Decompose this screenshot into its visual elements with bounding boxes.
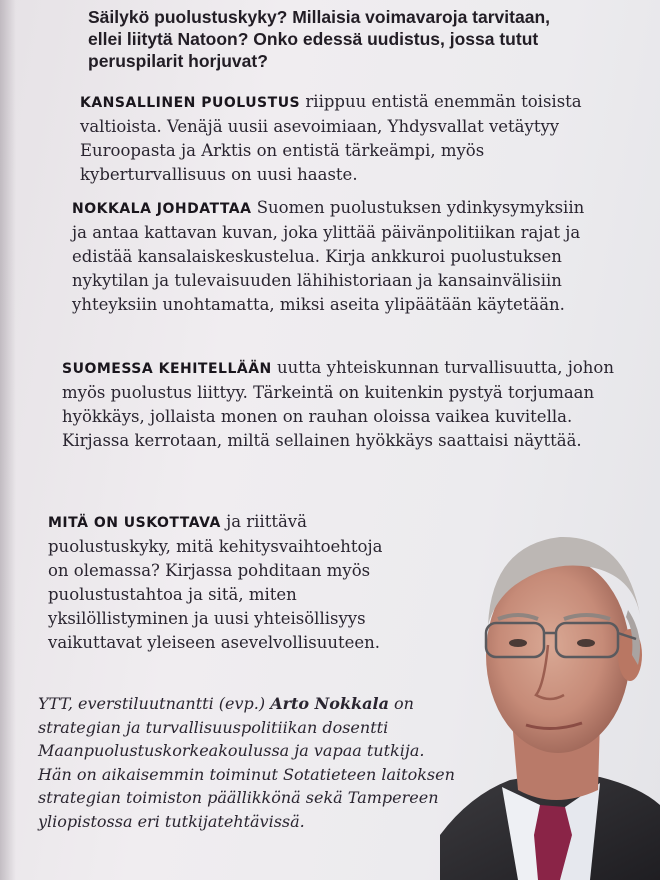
paragraph-nokkala-introduces [72,196,602,317]
author-portrait [440,505,660,880]
paragraph-lead: SUOMESSA KEHITELLÄÄN [62,361,272,377]
page-edge-shadow [0,0,16,880]
paragraph-text: riippuu entistä enemmän toisista valtioista. Venäjä uusii asevoimiaan, Yhdysvallat vetäytyy Euroopasta ja Arktis on entistä tärkeämpi, myös kyberturvallisuus on uusi haaste. [80,92,582,184]
paragraph-text: Suomen puolustuksen ydinkysymyksiin ja antaa kattavan kuvan, joka ylittää päivänpolitiikan rajat ja edistää kansalaiskeskustelua. Kirja ankkuroi puolustuksen nykytilan ja tulevaisuuden lähihistoriaan ja kansainvälisiin yhteyksiin unohtamatta, miksi aseita ylipäätään käytetään. [72,198,585,314]
paragraph-text: uutta yhteiskunnan turvallisuutta, johon myös puolustus liittyy. Tärkeintä on kuitenkin pystyä torjumaan hyökkäys, jollaista monen on rauhan oloissa vaikea kuvitella. Kirjassa kerrotaan, miltä sellainen hyökkäys saattaisi näyttää. [62,358,614,450]
paragraph-finland-develops [62,356,614,453]
author-bio [38,692,458,833]
paragraph-text: ja riittävä puolustuskyky, mitä kehitysvaihtoehtoja on olemassa? Kirjassa pohditaan myös puolustustahtoa ja sitä, miten yksilöllistyminen ja uusi yhteisöllisyys vaikuttavat yleiseen asevelvollisuuteen. [48,512,383,652]
paragraph-lead: NOKKALA JOHDATTAA [72,201,252,217]
paragraph-national-defence [80,90,600,187]
author-name: Arto Nokkala [270,694,389,713]
intro-questions: Säilykö puolustuskyky? Millaisia voimavaroja tarvitaan, ellei liitytä Natoon? Onko edessä uudistus, jossa tutut peruspilarit horjuvat? [88,7,550,71]
author-bio-text: on strategian ja turvallisuuspolitiikan dosentti Maanpuolustuskorkeakoulussa ja vapaa tutkija. Hän on aikaisemmin toiminut Sotatieteen laitoksen strategian toimiston päällikkönä sekä Tampereen yliopistossa eri tutkijatehtävissä. [38,694,455,831]
paragraph-lead: KANSALLINEN PUOLUSTUS [80,95,301,111]
paragraph-credible-defence [48,510,400,655]
author-title: YTT, everstiluutnantti (evp.) [38,694,271,713]
paragraph-lead: MITÄ ON USKOTTAVA [48,515,221,531]
